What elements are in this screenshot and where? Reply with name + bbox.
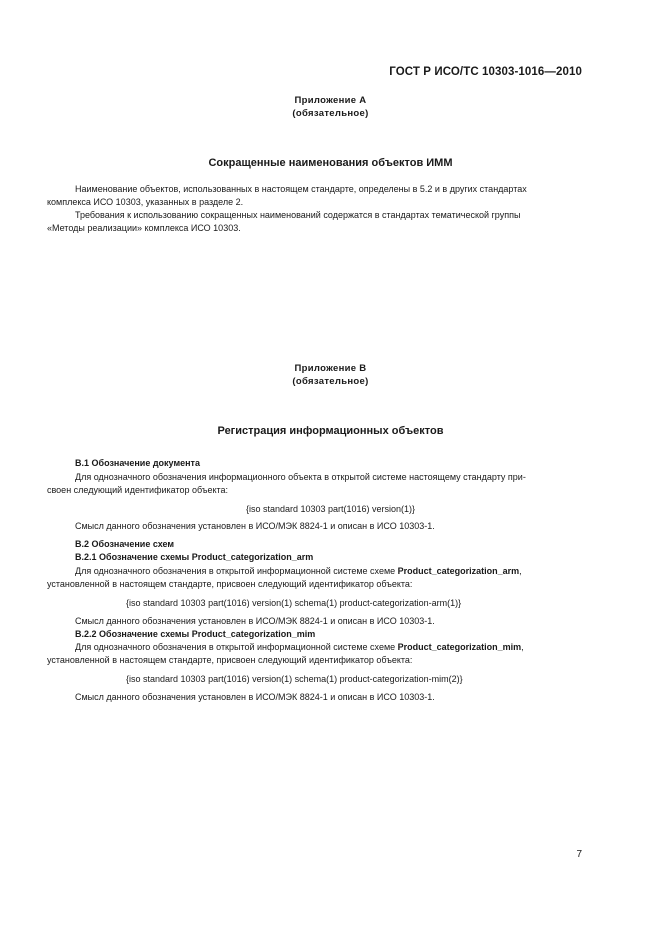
appendix-a-status: (обязательное) xyxy=(292,108,369,119)
appendix-b-status: (обязательное) xyxy=(292,376,369,387)
section-b21-heading: В.2.1 Обозначение схемы Product_categorization_arm xyxy=(75,552,314,562)
section-b21-identifier: {iso standard 10303 part(1016) version(1) schema(1) product-categorization-arm(1)} xyxy=(126,598,462,608)
section-b22-line1-post: , xyxy=(521,642,524,652)
section-b1-line2: своен следующий идентификатор объекта: xyxy=(47,485,229,495)
appendix-b-title: Приложение В xyxy=(294,363,367,374)
section-b22-line1 xyxy=(75,642,524,652)
section-b21-line2: установленной в настоящем стандарте, присвоен следующий идентификатор объекта: xyxy=(47,579,413,589)
section-b22-line1-pre: Для однозначного обозначения в открытой информационной системе схеме xyxy=(75,642,398,652)
section-b1-identifier: {iso standard 10303 part(1016) version(1)} xyxy=(245,504,416,514)
appendix-a-p1-line2: комплекса ИСО 10303, указанных в разделе 2. xyxy=(47,197,244,207)
section-b22-identifier: {iso standard 10303 part(1016) version(1) schema(1) product-categorization-mim(2)} xyxy=(126,674,463,684)
section-b22-heading: В.2.2 Обозначение схемы Product_categorization_mim xyxy=(75,629,316,639)
standard-code-header: ГОСТ Р ИСО/ТС 10303-1016—2010 xyxy=(389,66,582,78)
section-b1-heading: В.1 Обозначение документа xyxy=(75,458,200,468)
section-b21-line1 xyxy=(75,566,522,576)
appendix-a-title: Приложение А xyxy=(294,95,367,106)
section-b22-line2: установленной в настоящем стандарте, присвоен следующий идентификатор объекта: xyxy=(47,655,413,665)
section-b21-schema-name: Product_categorization_arm xyxy=(397,566,520,576)
section-b22-meaning: Смысл данного обозначения установлен в ИСО/МЭК 8824-1 и описан в ИСО 10303-1. xyxy=(75,692,435,702)
section-b2-heading: В.2 Обозначение схем xyxy=(75,539,175,549)
appendix-a-heading: Сокращенные наименования объектов ИММ xyxy=(208,157,453,169)
section-b1-meaning: Смысл данного обозначения установлен в ИСО/МЭК 8824-1 и описан в ИСО 10303-1. xyxy=(75,521,435,531)
page-number: 7 xyxy=(576,849,582,860)
appendix-a-p2-line1: Требования к использованию сокращенных наименований содержатся в стандартах тематической группы xyxy=(75,210,521,220)
appendix-a-p2-line2: «Методы реализации» комплекса ИСО 10303. xyxy=(47,223,241,233)
section-b21-meaning: Смысл данного обозначения установлен в ИСО/МЭК 8824-1 и описан в ИСО 10303-1. xyxy=(75,616,435,626)
section-b1-line1: Для однозначного обозначения информационного объекта в открытой системе настоящему стандарту при- xyxy=(75,472,526,482)
section-b21-line1-post: , xyxy=(519,566,522,576)
appendix-a-p1-line1: Наименование объектов, использованных в настоящем стандарте, определены в 5.2 и в других стандартах xyxy=(75,184,527,194)
section-b21-line1-pre: Для однозначного обозначения в открытой информационной системе схеме xyxy=(75,566,398,576)
section-b22-schema-name: Product_categorization_mim xyxy=(397,642,522,652)
appendix-b-heading: Регистрация информационных объектов xyxy=(217,425,444,437)
